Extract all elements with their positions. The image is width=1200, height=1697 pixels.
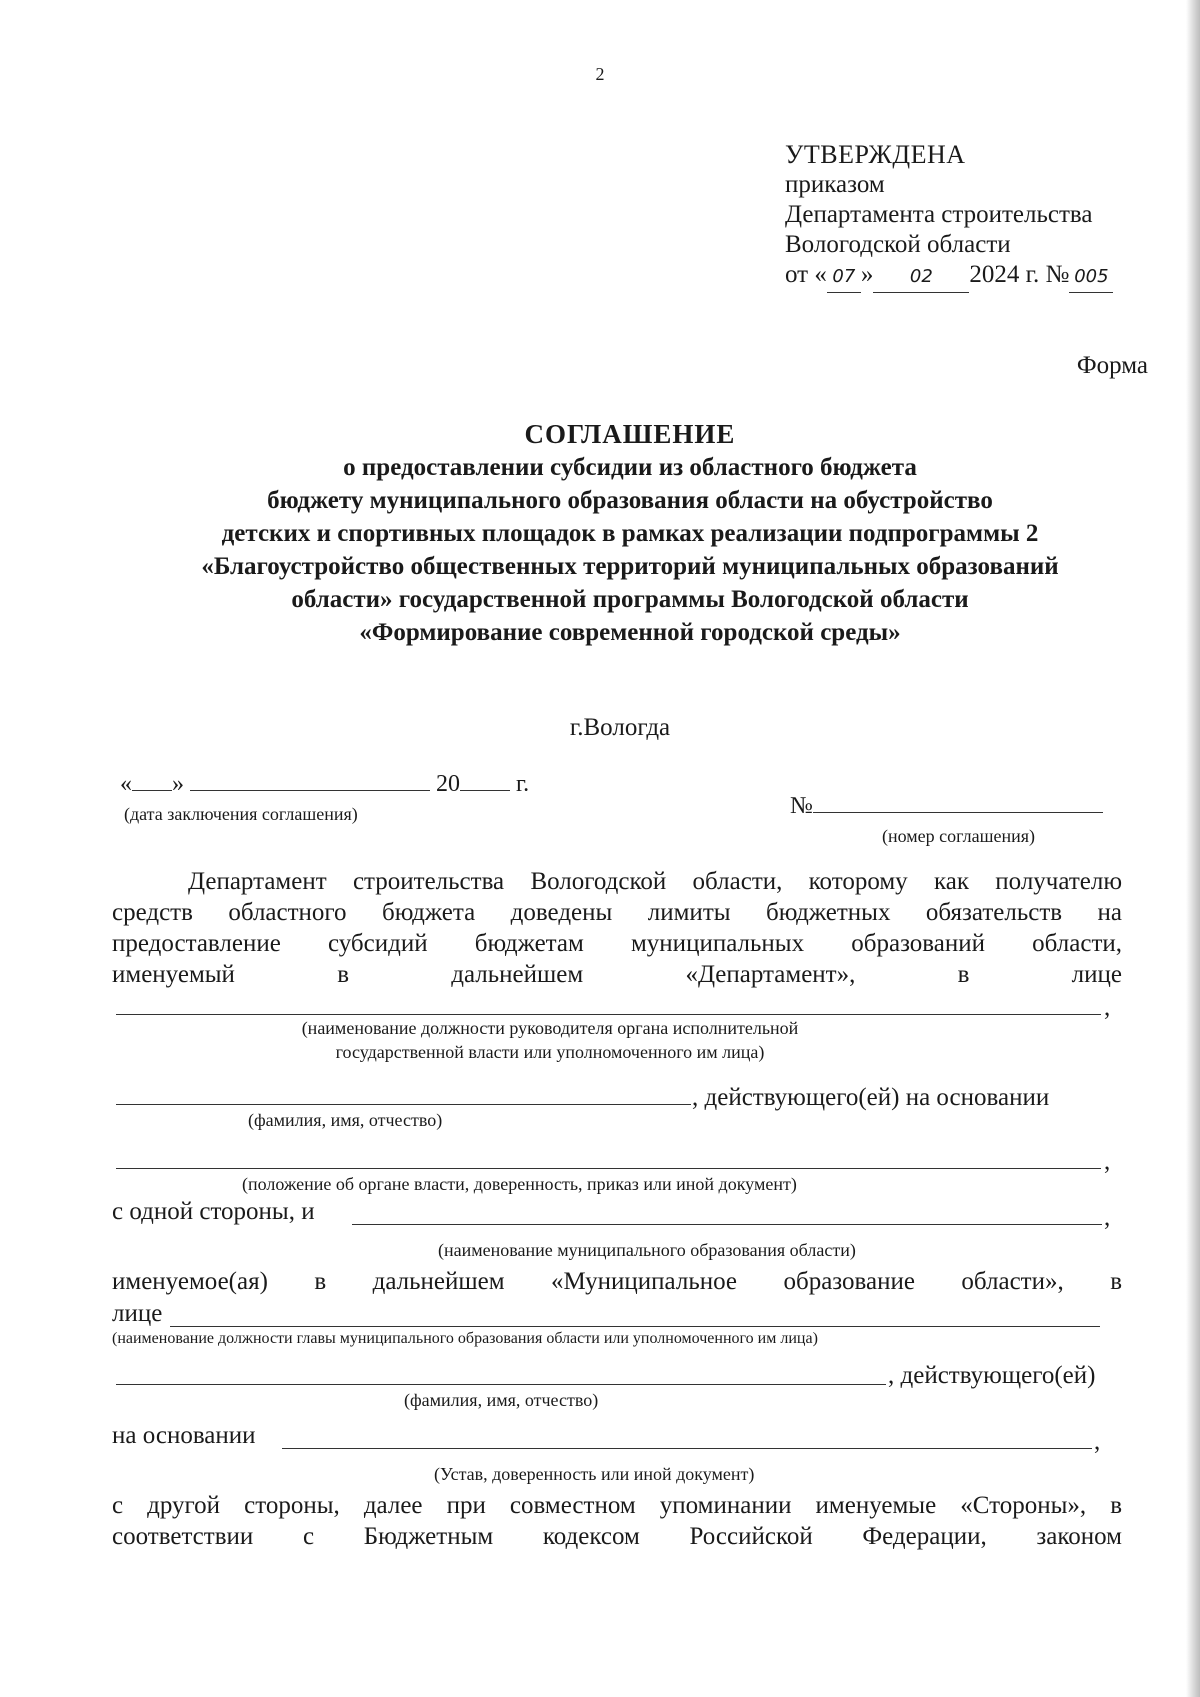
paragraph-line: с другой стороны, далее при совместном упоминании именуемые «Стороны», в: [112, 1492, 1122, 1519]
number-sign: №: [790, 793, 813, 819]
approval-heading: УТВЕРЖДЕНА: [785, 140, 966, 169]
title-line: «Благоустройство общественных территорий муниципальных образований: [201, 553, 1059, 580]
approval-date-mid: »: [860, 261, 874, 288]
paragraph-line: соответствии с Бюджетным кодексом Российской Федерации, законом: [112, 1523, 1122, 1550]
in-person-text: лице: [112, 1300, 163, 1327]
year-blank: [460, 768, 510, 791]
acting-text: , действующего(ей): [888, 1362, 1096, 1389]
date-year-suffix: г.: [516, 771, 530, 797]
title-line: области» государственной программы Вологодской области: [291, 586, 969, 613]
comma: ,: [1104, 994, 1111, 1021]
paragraph-line: именуемый в дальнейшем «Департамент», в лице: [112, 961, 1122, 988]
paragraph-line: средств областного бюджета доведены лимиты бюджетных обязательств на: [112, 899, 1122, 926]
fio2-caption: (фамилия, имя, отчество): [404, 1390, 599, 1410]
approval-number: 005: [1069, 262, 1113, 293]
title-heading: СОГЛАШЕНИЕ: [524, 419, 736, 449]
fio2-blank-line: [116, 1384, 886, 1385]
paragraph-line: Департамент строительства Вологодской области, которому как получателю: [188, 868, 1122, 895]
paragraph-other-side: [112, 1490, 1122, 1552]
approval-stamp: [785, 140, 1113, 293]
basis-blank-line: [116, 1168, 1101, 1169]
city: г.Вологда: [569, 714, 671, 741]
comma: ,: [1104, 1204, 1111, 1231]
fio-caption: (фамилия, имя, отчество): [248, 1110, 443, 1130]
acting-on-basis-text: , действующего(ей) на основании: [692, 1084, 1050, 1111]
approval-line: Департамента строительства: [785, 201, 1093, 228]
month-blank: [190, 768, 430, 791]
mo-blank-line: [352, 1224, 1102, 1225]
date-century: 20: [436, 771, 460, 797]
title-line: о предоставлении субсидии из областного бюджета: [343, 454, 917, 481]
date-close-quote: »: [172, 771, 184, 797]
approval-date-line: [785, 260, 1113, 293]
head-blank-line: [170, 1326, 1100, 1327]
date-row: [120, 768, 529, 798]
title-line: «Формирование современной городской среды»: [359, 619, 901, 646]
date-open-quote: «: [120, 771, 132, 797]
mo-caption: (наименование муниципального образования области): [438, 1240, 856, 1260]
position-caption: (наименование должности руководителя органа исполнительной: [301, 1018, 799, 1038]
number-blank: [813, 790, 1103, 813]
basis2-blank-line: [282, 1448, 1092, 1449]
on-basis-text: на основании: [112, 1422, 256, 1449]
title-line: бюджету муниципального образования области на обустройство: [267, 487, 993, 514]
comma: ,: [1094, 1428, 1101, 1455]
position-blank-line: [116, 1014, 1101, 1015]
paragraph-line: именуемое(ая) в дальнейшем «Муниципальное образование области», в: [112, 1268, 1122, 1295]
position-caption: государственной власти или уполномоченного им лица): [335, 1042, 765, 1062]
page-edge-shadow: [1186, 0, 1200, 1697]
title-line: детских и спортивных площадок в рамках реализации подпрограммы 2: [221, 520, 1039, 547]
form-label: Форма: [1076, 352, 1148, 379]
fio-blank-line: [116, 1104, 691, 1105]
number-caption: (номер соглашения): [882, 826, 1035, 846]
approval-date-prefix: от «: [785, 261, 827, 288]
comma: ,: [1104, 1148, 1111, 1175]
approval-year: 2024 г. №: [969, 261, 1070, 288]
date-caption: (дата заключения соглашения): [124, 804, 358, 824]
day-blank: [132, 768, 172, 791]
approval-line: Вологодской области: [785, 231, 1011, 258]
document-title: [120, 418, 1140, 649]
basis2-caption: (Устав, доверенность или иной документ): [434, 1464, 755, 1484]
approval-month: 02: [873, 262, 969, 293]
head-caption: (наименование должности главы муниципального образования области или уполномоченного им лица): [112, 1330, 818, 1347]
page-number: 2: [595, 64, 605, 84]
basis-caption: (положение об органе власти, доверенность, приказ или иной документ): [242, 1174, 797, 1194]
approval-line: приказом: [785, 171, 885, 198]
paragraph-department: [112, 866, 1122, 990]
number-row: [790, 790, 1103, 820]
paragraph-line: предоставление субсидий бюджетам муниципальных образований области,: [112, 930, 1122, 957]
paragraph-named-mo: [112, 1266, 1122, 1297]
one-side-text: с одной стороны, и: [112, 1198, 315, 1225]
approval-day: 07: [827, 262, 861, 293]
